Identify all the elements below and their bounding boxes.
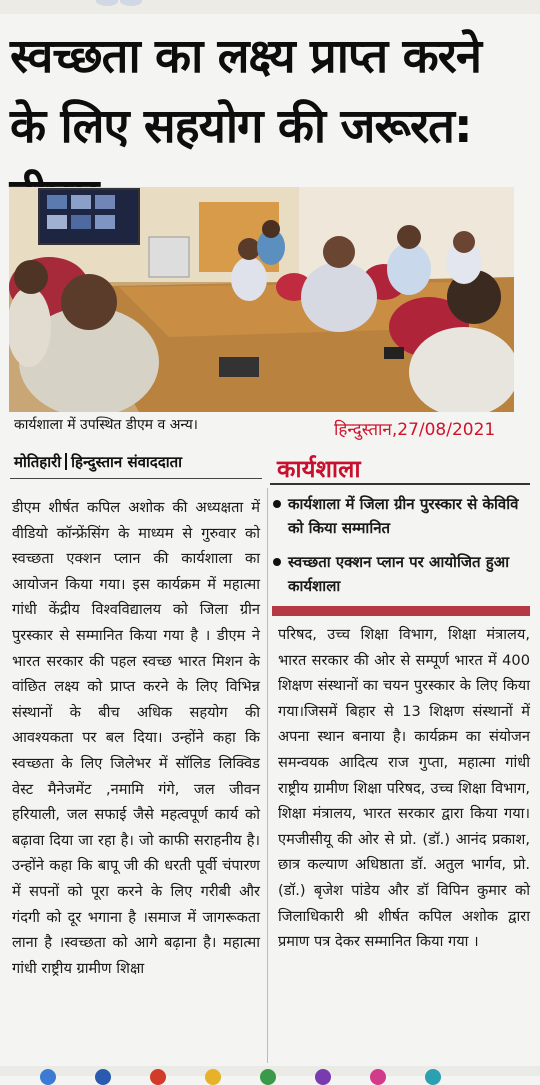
bottom-edge-strip (0, 1066, 540, 1076)
highlight-text: स्वच्छता एक्शन प्लान पर आयोजित हुआ कार्यशाला (288, 553, 510, 595)
section-rule (270, 483, 530, 485)
article-left-column: डीएम शीर्षत कपिल अशोक की अध्यक्षता में वीडियो कॉन्फ्रेंसिंग के माध्यम से गुरुवार को स्वच्छता एक्शन प्लान की कार्यशाला का आयोजन किया गया। इस कार्यक्रम में महात्मा गांधी केंद्रीय विश्वविद्यालय को जिला ग्रीन पुरस्कार से सम्मानित किया गया है । डीएम ने भारत सरकार की पहल स्वच्छ भारत मिशन के वांछित लक्ष्य को प्राप्त करने के लिए विभिन्न संस्थानों के बीच अधिक सहयोग की आवश्यकता पर बल दिया। उन्होंने कहा कि स्वच्छता के लिए जिलेभर में सॉलिड लिक्विड वेस्ट मैनेजमेंट ,नमामि गंगे, जल जीवन हरियाली, जल सफाई जैसे महत्वपूर्ण कार्य को बढ़ावा दिया जा रहा है। जो काफी सराहनीय है। उन्होंने कहा कि बापू जी की धरती पूर्वी चंपारण में सपनों को पूरा करने के लिए गरीबी और गंदगी को दूर भगाना है ।समाज में जागरूकता लाना है ।स्वच्छता को आगे बढ़ाना है। महात्मा गांधी राष्ट्रीय ग्रामीण शिक्षा (12, 499, 260, 977)
highlight-bullets (272, 492, 534, 608)
article-right-column: परिषद, उच्च शिक्षा विभाग, शिक्षा मंत्रालय, भारत सरकार की ओर से सम्पूर्ण भारत में 400 शिक्षण संस्थानों का चयन पुरस्कार के लिए किया गया।जिसमें बिहार से 13 शिक्षण संस्थानों में अपना स्थान बनाया है। कार्यक्रम का संयोजन समन्वयक आदित्य राज गुप्ता, महात्मा गांधी राष्ट्रीय ग्रामीण शिक्षा परिषद, उच्च शिक्षा विभाग, शिक्षा मंत्रालय, भारत सरकार द्वारा किया गया।एमजीसीयू की ओर से प्रो. (डॉ.) आनंद प्रकाश, छात्र कल्याण अधिष्ठाता डॉ. अतुल भार्गव, प्रो. (डॉ.) बृजेश पांडेय और डॉ विपिन कुमार को जिलाधिकारी श्री शीर्षत कपिल अशोक द्वारा प्रमाण पत्र देकर सम्मानित किया गया । (278, 626, 530, 951)
edge-dot (40, 1069, 56, 1085)
edge-dot (205, 1069, 221, 1085)
top-edge-strip (0, 0, 540, 14)
edge-dot (260, 1069, 276, 1085)
bullet-icon (273, 558, 281, 566)
headline: स्वच्छता का लक्ष्य प्राप्त करने के लिए सहयोग की जरूरत: (10, 29, 481, 154)
section-color-bar (272, 606, 530, 616)
byline-reporter: हिन्दुस्तान संवाददाता (71, 453, 183, 471)
byline-rule (10, 478, 262, 479)
highlight-text: कार्यशाला में जिला ग्रीन पुरस्कार से केविवि को किया सम्मानित (288, 495, 519, 537)
edge-dot (425, 1069, 441, 1085)
edge-blob (120, 0, 142, 6)
date-stamp: हिन्दुस्तान,27/08/2021 (334, 420, 496, 440)
news-photo (9, 187, 514, 412)
byline-separator (65, 453, 67, 470)
byline-place: मोतिहारी (14, 453, 62, 471)
section-tag: कार्यशाला (277, 455, 361, 483)
column-divider (267, 488, 268, 1063)
edge-dot (150, 1069, 166, 1085)
edge-dot (315, 1069, 331, 1085)
bullet-icon (273, 500, 281, 508)
highlight-item (272, 492, 534, 540)
photo-caption: कार्यशाला में उपस्थित डीएम व अन्य। (14, 417, 198, 433)
byline (14, 452, 182, 472)
edge-blob (96, 0, 118, 6)
edge-dot (370, 1069, 386, 1085)
highlight-item (272, 550, 534, 598)
edge-dot (95, 1069, 111, 1085)
